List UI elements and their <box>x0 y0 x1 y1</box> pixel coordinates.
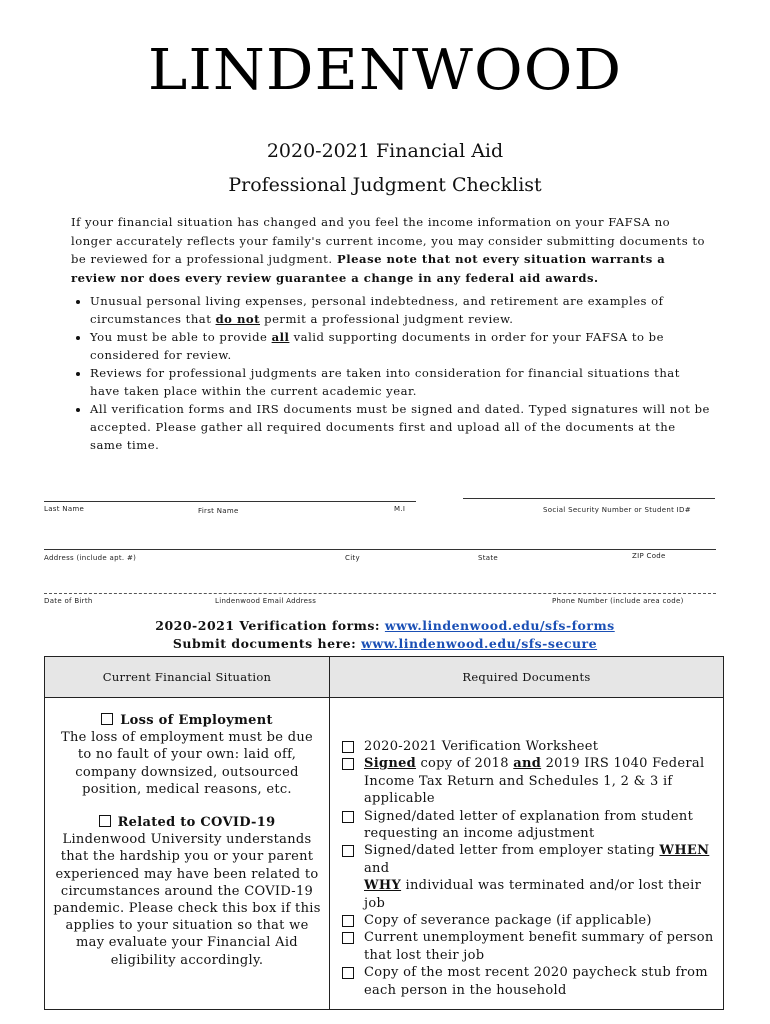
label-dob: Date of Birth <box>44 597 93 605</box>
intro-text: If your financial situation has changed and you feel the income information on your FAFSA no longer accurately reflects your family's current income, you may consider submitting documents to be reviewed for a professional judgment. <box>71 215 705 266</box>
document-item: Signed/dated letter of explanation from student requesting an income adjustment <box>342 808 715 843</box>
checkbox[interactable] <box>101 713 113 725</box>
page-title-line2: Professional Judgment Checklist <box>228 174 542 196</box>
bullet-item: • You must be able to provide all valid supporting documents in order for your FAFSA to be considered for review. <box>90 328 710 364</box>
document-item: Current unemployment benefit summary of person that lost their job <box>342 929 715 964</box>
document-item: Copy of the most recent 2020 paycheck stub from each person in the household <box>342 964 715 999</box>
checkbox[interactable] <box>99 815 111 827</box>
requirements-table <box>44 656 724 1010</box>
address-line[interactable] <box>44 549 716 550</box>
col-header-documents: Required Documents <box>330 657 724 698</box>
page-title-line1: 2020-2021 Financial Aid <box>266 140 504 162</box>
label-ssn: Social Security Number or Student ID# <box>543 506 691 514</box>
ssn-line[interactable] <box>463 498 715 499</box>
verification-forms-line: 2020-2021 Verification forms: www.lindenwood.edu/sfs-forms <box>155 618 615 633</box>
checkbox[interactable] <box>342 932 354 944</box>
document-item: Signed/dated letter from employer stating WHEN and <box>342 842 715 877</box>
label-last-name: Last Name <box>44 505 85 513</box>
document-item: 2020-2021 Verification Worksheet <box>342 738 715 755</box>
dob-email-phone-line[interactable] <box>44 593 716 594</box>
checkbox[interactable] <box>342 741 354 753</box>
bullet-item: • All verification forms and IRS documents must be signed and dated. Typed signatures will not be accepted. Please gather all required documents first and upload all of the documents at the same time. <box>90 400 710 454</box>
situation-loss-of-employment: Loss of Employment <box>53 712 321 729</box>
lindenwood-logo: LINDENWOOD <box>147 38 623 103</box>
checkbox[interactable] <box>342 915 354 927</box>
label-phone: Phone Number (include area code) <box>552 597 684 605</box>
document-item-continued: WHY individual was terminated and/or lost their job <box>364 878 702 911</box>
checkbox[interactable] <box>342 967 354 979</box>
label-zip: ZIP Code <box>632 552 666 560</box>
situation-desc: Lindenwood University understands that the hardship you or your parent experienced may have been related to circumstances around the COVID-19 pandemic. Please check this box if this applies to your situation so that we may evaluate your Financial Aid eligibility accordingly. <box>53 832 321 968</box>
document-item: Signed copy of 2018 and 2019 IRS 1040 Federal Income Tax Return and Schedules 1, 2 & 3 if applicable <box>342 755 715 807</box>
checkbox[interactable] <box>342 845 354 857</box>
label-first-name: First Name <box>198 507 239 515</box>
label-email: Lindenwood Email Address <box>215 597 317 605</box>
submit-documents-line: Submit documents here: www.lindenwood.edu/sfs-secure <box>172 636 598 651</box>
checkbox[interactable] <box>342 758 354 770</box>
documents-cell <box>330 698 724 1010</box>
intro-paragraph <box>71 213 707 287</box>
label-state: State <box>478 554 499 562</box>
bullet-item: • Reviews for professional judgments are taken into consideration for financial situations that have taken place within the current academic year. <box>90 364 710 400</box>
bullet-item: • Unusual personal living expenses, personal indebtedness, and retirement are examples of circumstances that do not permit a professional judgment review. <box>90 292 710 328</box>
col-header-situation: Current Financial Situation <box>45 657 330 698</box>
label-mi: M.I <box>394 505 406 513</box>
label-address: Address (include apt. #) <box>44 554 137 562</box>
label-city: City <box>345 554 360 562</box>
situation-desc: The loss of employment must be due to no fault of your own: laid off, company downsized, outsourced position, medical reasons, etc. <box>61 730 313 797</box>
instruction-bullets <box>60 292 710 454</box>
document-item: Copy of severance package (if applicable) <box>342 912 715 929</box>
intro-bold-note: Please note that not every situation warrants a review nor does every review guarantee a change in any federal aid awards. <box>71 252 666 285</box>
verification-forms-link[interactable]: www.lindenwood.edu/sfs-forms <box>384 618 615 633</box>
situation-covid: Related to COVID-19 <box>53 814 321 831</box>
checkbox[interactable] <box>342 811 354 823</box>
situation-cell <box>45 698 330 1010</box>
submit-documents-link[interactable]: www.lindenwood.edu/sfs-secure <box>361 636 598 651</box>
name-line[interactable] <box>44 501 416 502</box>
